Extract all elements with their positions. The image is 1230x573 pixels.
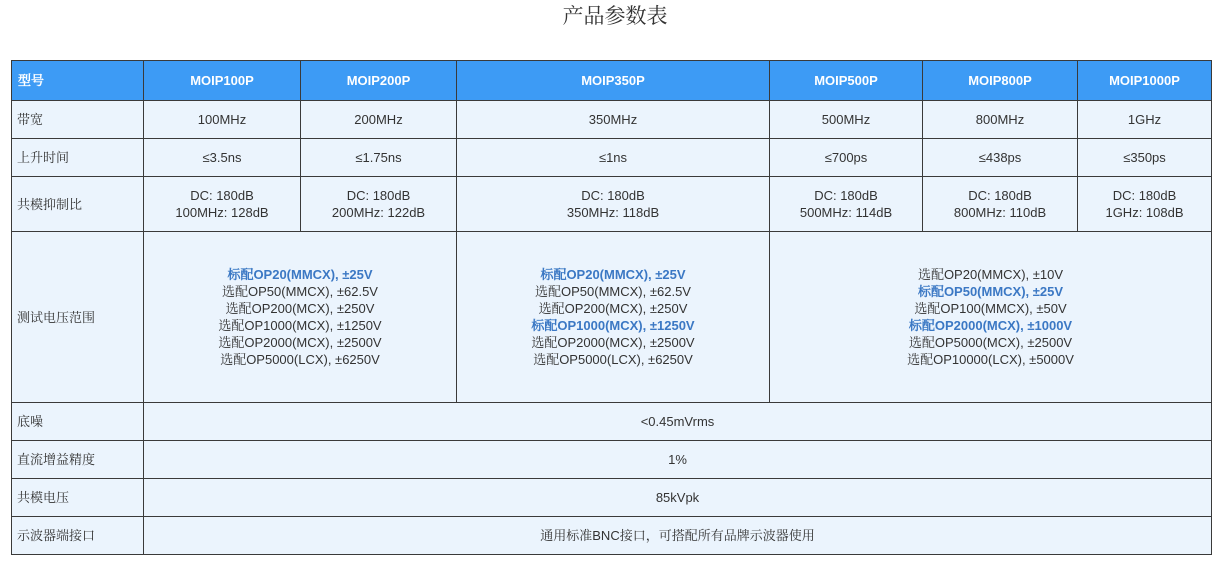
cmrr-dc: DC: 180dB: [581, 188, 645, 203]
cmrr-cell: [144, 177, 301, 232]
range-group: [457, 232, 770, 403]
model-header: MOIP200P: [301, 61, 457, 101]
bandwidth-row: [12, 101, 1212, 139]
model-header: MOIP100P: [144, 61, 301, 101]
probe-option: 选配OP2000(MCX), ±2500V: [218, 335, 382, 350]
probe-option: 选配OP2000(MCX), ±2500V: [531, 335, 695, 350]
bandwidth-cell: 1GHz: [1078, 101, 1212, 139]
row-label: 测试电压范围: [12, 232, 144, 403]
spec-table: [11, 60, 1212, 555]
probe-option: 标配OP2000(MCX), ±1000V: [908, 318, 1073, 333]
dc-gain-value: 1%: [144, 441, 1212, 479]
model-header: MOIP1000P: [1078, 61, 1212, 101]
probe-option: 选配OP1000(MCX), ±1250V: [218, 318, 382, 333]
bandwidth-cell: 500MHz: [770, 101, 923, 139]
model-header: MOIP350P: [457, 61, 770, 101]
rise-time-row: [12, 139, 1212, 177]
dc-gain-row: [12, 441, 1212, 479]
model-header: MOIP500P: [770, 61, 923, 101]
probe-option: 选配OP5000(LCX), ±6250V: [533, 352, 693, 367]
cmrr-hf: 200MHz: 122dB: [331, 205, 426, 220]
bandwidth-cell: 100MHz: [144, 101, 301, 139]
cmrr-cell: [1078, 177, 1212, 232]
rise-time-cell: ≤350ps: [1078, 139, 1212, 177]
scope-interface-value: 通用标准BNC接口，可搭配所有品牌示波器使用: [144, 517, 1212, 555]
rise-time-cell: ≤438ps: [923, 139, 1078, 177]
rise-time-cell: ≤700ps: [770, 139, 923, 177]
model-header-label: 型号: [12, 61, 144, 101]
probe-option: 选配OP5000(LCX), ±6250V: [220, 352, 380, 367]
common-mode-voltage-value: 85kVpk: [144, 479, 1212, 517]
cmrr-hf: 800MHz: 110dB: [953, 205, 1047, 220]
probe-option: 标配OP50(MMCX), ±25V: [917, 284, 1064, 299]
cmrr-cell: [923, 177, 1078, 232]
bandwidth-cell: 350MHz: [457, 101, 770, 139]
bandwidth-cell: 800MHz: [923, 101, 1078, 139]
probe-option: 标配OP20(MMCX), ±25V: [540, 267, 686, 282]
row-label: 上升时间: [12, 139, 144, 177]
rise-time-cell: ≤1ns: [457, 139, 770, 177]
row-label: 带宽: [12, 101, 144, 139]
voltage-range-row: [12, 232, 1212, 403]
probe-option: 标配OP1000(MCX), ±1250V: [531, 318, 695, 333]
cmrr-cell: [770, 177, 923, 232]
cmrr-dc: DC: 180dB: [346, 188, 411, 203]
probe-option: 标配OP20(MMCX), ±25V: [227, 267, 373, 282]
header-row: [12, 61, 1212, 101]
cmrr-row: [12, 177, 1212, 232]
row-label: 示波器端接口: [12, 517, 144, 555]
scope-interface-row: [12, 517, 1212, 555]
probe-option: 选配OP200(MCX), ±250V: [225, 301, 375, 316]
range-group: [144, 232, 457, 403]
bandwidth-cell: 200MHz: [301, 101, 457, 139]
cmrr-dc: DC: 180dB: [814, 188, 878, 203]
rise-time-cell: ≤1.75ns: [301, 139, 457, 177]
probe-option: 选配OP50(MMCX), ±62.5V: [222, 284, 378, 299]
cmrr-hf: 1GHz: 108dB: [1105, 205, 1184, 220]
probe-option: 选配OP200(MCX), ±250V: [538, 301, 688, 316]
row-label: 底噪: [12, 403, 144, 441]
cmrr-hf: 500MHz: 114dB: [799, 205, 893, 220]
probe-option: 选配OP10000(LCX), ±5000V: [907, 352, 1074, 367]
range-group: [770, 232, 1212, 403]
cmrr-dc: DC: 180dB: [190, 188, 254, 203]
cmrr-hf: 100MHz: 128dB: [175, 205, 269, 220]
row-label: 共模电压: [12, 479, 144, 517]
cmrr-dc: DC: 180dB: [1112, 188, 1177, 203]
noise-value: <0.45mVrms: [144, 403, 1212, 441]
cmrr-cell: [457, 177, 770, 232]
row-label: 直流增益精度: [12, 441, 144, 479]
page-title: 产品参数表: [562, 5, 668, 28]
noise-row: [12, 403, 1212, 441]
row-label: 共模抑制比: [12, 177, 144, 232]
cmrr-dc: DC: 180dB: [968, 188, 1032, 203]
model-header: MOIP800P: [923, 61, 1078, 101]
probe-option: 选配OP20(MMCX), ±10V: [917, 267, 1064, 282]
cmrr-hf: 350MHz: 118dB: [566, 205, 660, 220]
cmrr-cell: [301, 177, 457, 232]
probe-option: 选配OP100(MMCX), ±50V: [914, 301, 1067, 316]
probe-option: 选配OP50(MMCX), ±62.5V: [535, 284, 691, 299]
probe-option: 选配OP5000(MCX), ±2500V: [908, 335, 1073, 350]
common-mode-voltage-row: [12, 479, 1212, 517]
rise-time-cell: ≤3.5ns: [144, 139, 301, 177]
